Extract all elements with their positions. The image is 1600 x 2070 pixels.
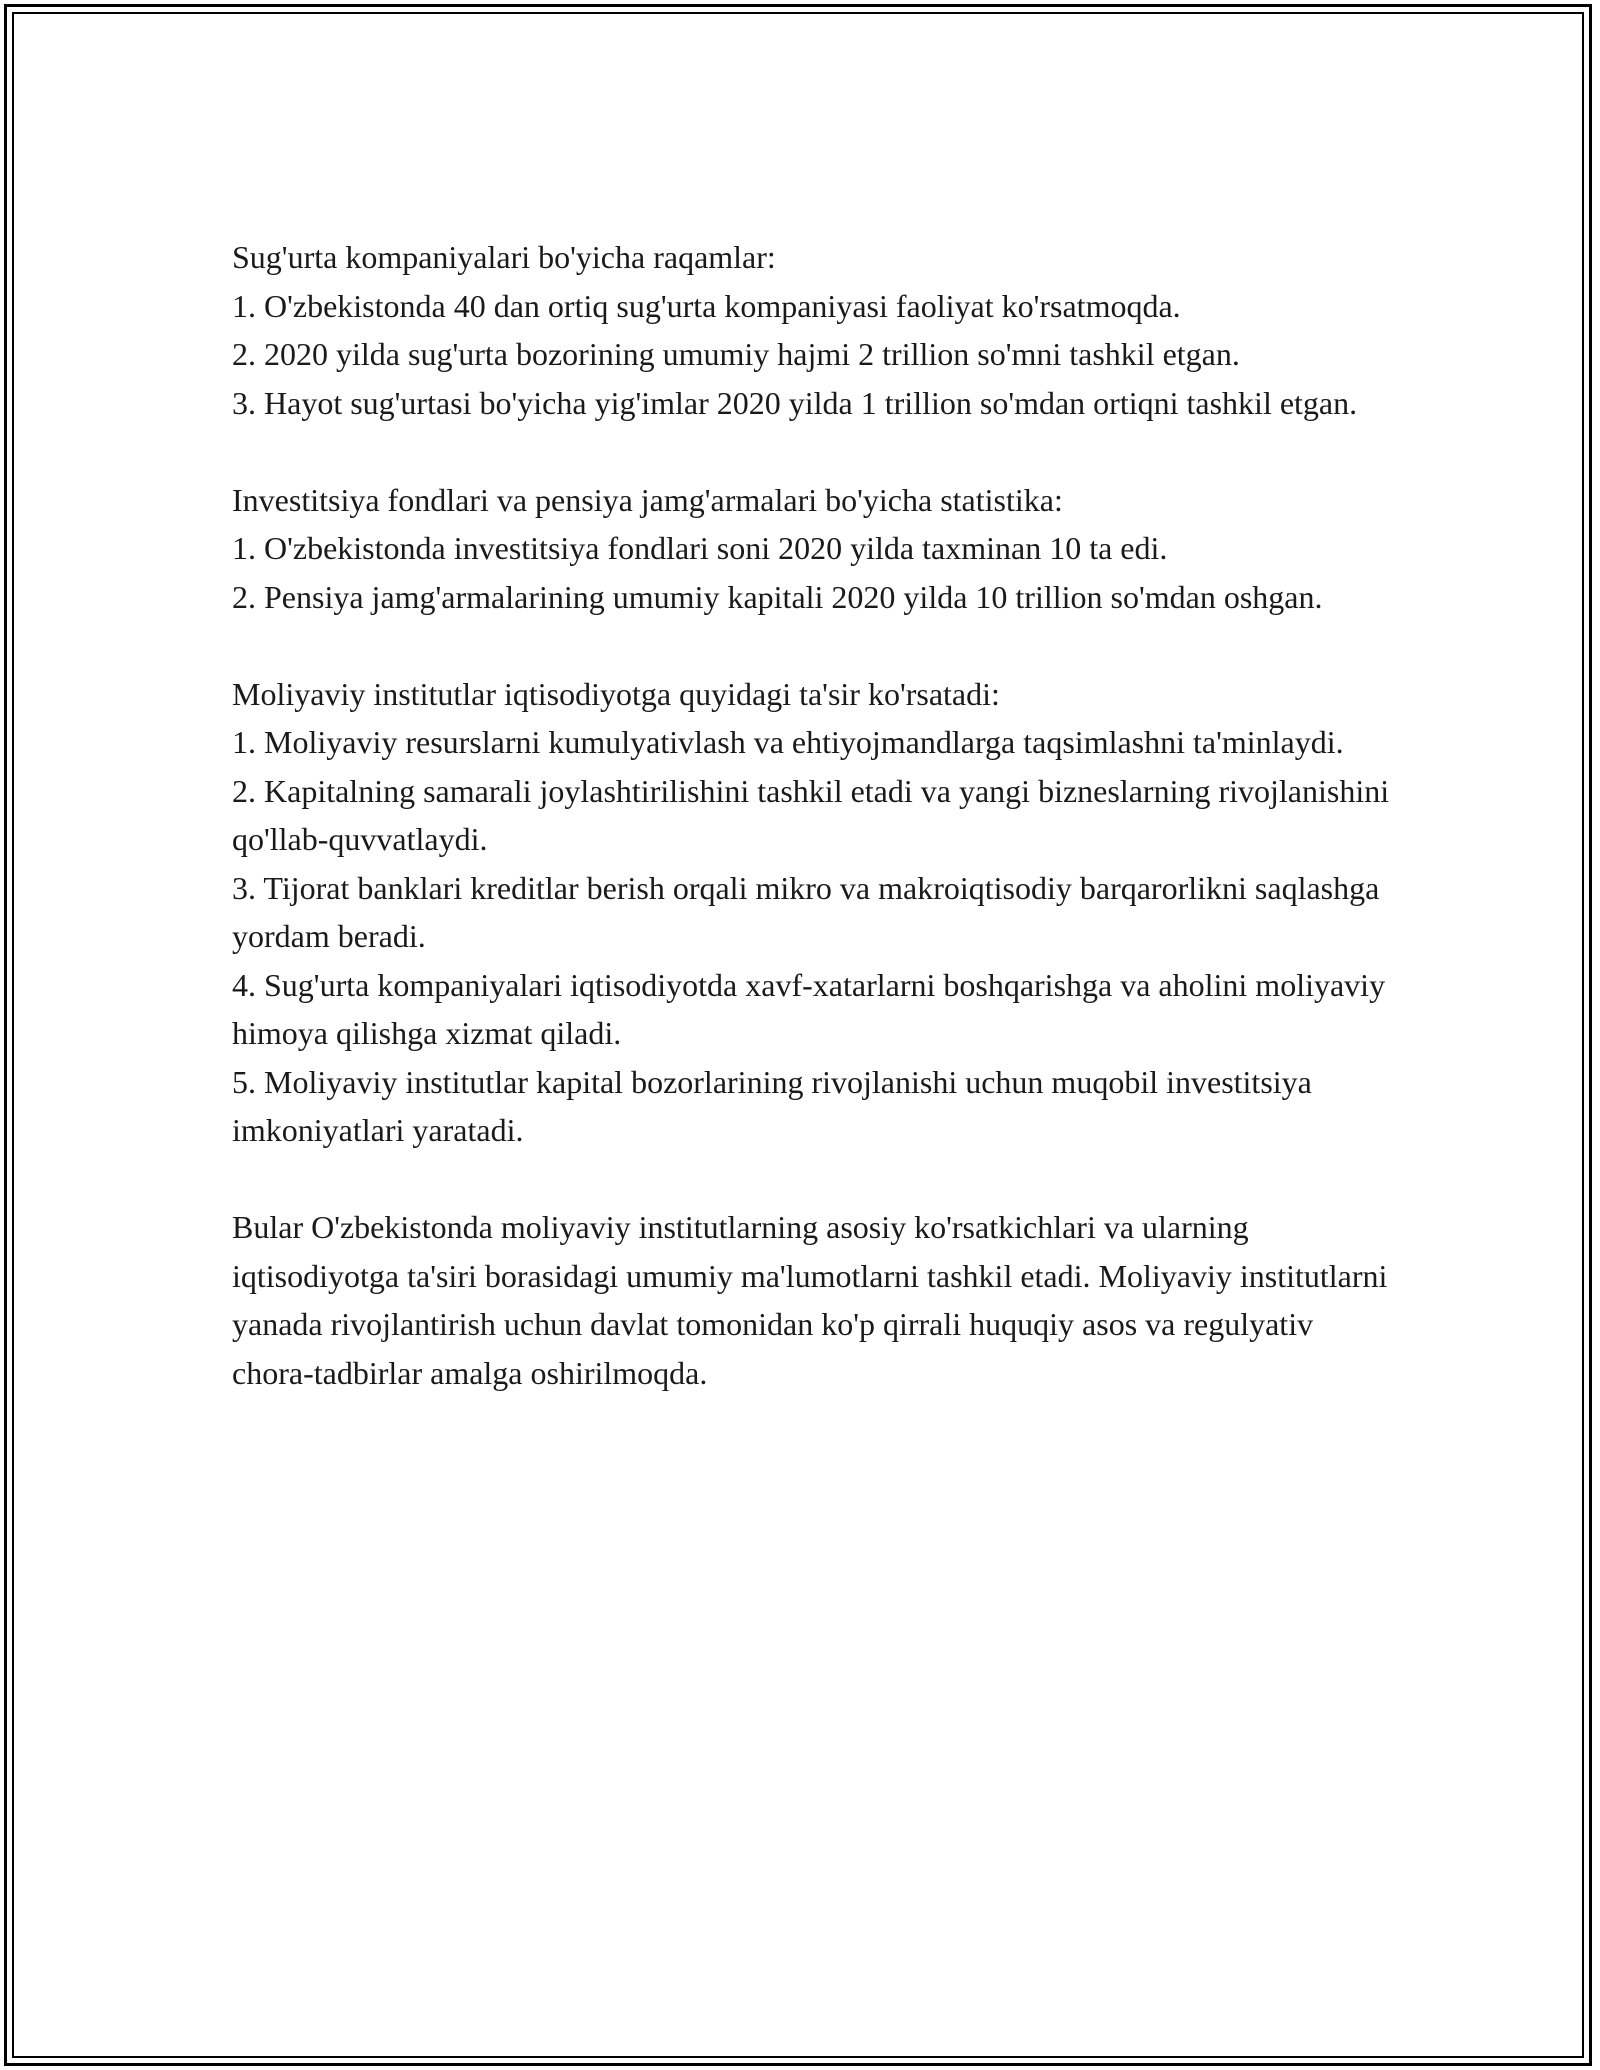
list-item: 1. O'zbekistonda 40 dan ortiq sug'urta kompaniyasi faoliyat ko'rsatmoqda. <box>232 287 1181 324</box>
section-conclusion <box>232 1203 1392 1397</box>
list-item: 2. 2020 yilda sug'urta bozorining umumiy hajmi 2 trillion so'mni tashkil etgan. <box>232 336 1240 372</box>
section-heading: Investitsiya fondlari va pensiya jamg'armalari bo'yicha statistika: <box>232 481 1063 518</box>
list-item: 5. Moliyaviy institutlar kapital bozorlarining rivojlanishi uchun muqobil investitsiya imkoniyatlari yaratadi. <box>232 1063 1312 1148</box>
list-item: 1. O'zbekistonda investitsiya fondlari soni 2020 yilda taxminan 10 ta edi. <box>232 530 1168 566</box>
list-item: 3. Hayot sug'urtasi bo'yicha yig'imlar 2020 yilda 1 trillion so'mdan ortiqni tashkil etgan. <box>232 384 1358 421</box>
section-economic-impact <box>232 670 1392 1155</box>
list-item: 4. Sug'urta kompaniyalari iqtisodiyotda xavf-xatarlarni boshqarishga va aholini moliyaviy himoya qilishga xizmat qiladi. <box>232 966 1386 1051</box>
section-heading: Moliyaviy institutlar iqtisodiyotga quyidagi ta'sir ko'rsatadi: <box>232 675 1000 712</box>
conclusion-paragraph: Bular O'zbekistonda moliyaviy institutlarning asosiy ko'rsatkichlari va ularning iqtisodiyotga ta'siri borasidagi umumiy ma'lumotlarni tashkil etadi. Moliyaviy institutlarni yanada rivojlantirish uchun davlat tomonidan ko'p qirrali huquqiy asos va regulyativ chora-tadbirlar amalga oshirilmoqda. <box>232 1209 1388 1391</box>
section-investment-funds <box>232 476 1392 622</box>
section-heading: Sug'urta kompaniyalari bo'yicha raqamlar: <box>232 239 776 275</box>
list-item: 2. Kapitalning samarali joylashtirilishini tashkil etadi va yangi bizneslarning rivojlanishini qo'llab-quvvatlaydi. <box>232 772 1390 857</box>
section-insurance <box>232 233 1392 427</box>
list-item: 1. Moliyaviy resurslarni kumulyativlash va ehtiyojmandlarga taqsimlashni ta'minlaydi. <box>232 724 1344 760</box>
list-item: 3. Tijorat banklari kreditlar berish orqali mikro va makroiqtisodiy barqarorlikni saqlashga yordam beradi. <box>232 869 1380 954</box>
list-item: 2. Pensiya jamg'armalarining umumiy kapitali 2020 yilda 10 trillion so'mdan oshgan. <box>232 578 1323 615</box>
document-body <box>232 233 1392 1397</box>
